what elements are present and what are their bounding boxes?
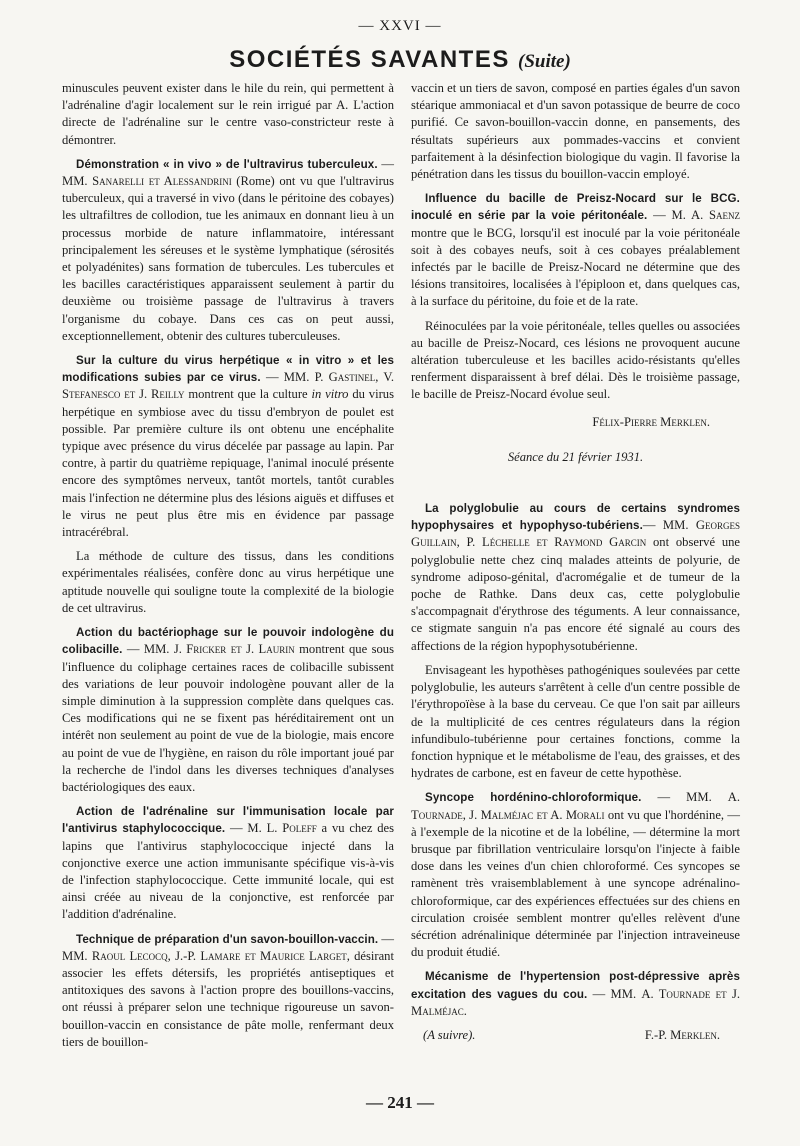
article-title: Sur la culture du virus herpétique « in vitro » et les modifications subies par ce virus. bbox=[62, 354, 394, 385]
article-body: du virus herpétique en symbiose avec du tissu d'embryon de poulet est possible. Par première culture ils ont obtenu une encéphalite typique avec présence du virus décelée par passage au lapin. Par contre, à partir du quatrième repiquage, l'animal inoculé présente encore des symptômes nerveux, tantôt mortels, tantôt curables mais l'infection ne détermine plus des lésions aiguës et diffuses et le virus ne peut plus être mis en évidence par passage intracérébral. bbox=[62, 387, 394, 540]
article-body: ont vu que l'hordénine, — à l'exemple de la nicotine et de la lobéline, — détermine la mort brusque par fibrillation ventriculaire lorsqu'on l'injecte à faible dose dans les veines d'un chien chloroformé. Ces syncopes se ramènent très vraisemblablement à une syncope adrénalino-chloroformique, car des expériences effectuées sur des chiens en circulation croisée semblent montrer qu'elles relèvent d'une sécrétion adrénalinique déterminée par l'injection intraveineuse du produit étudié. bbox=[411, 807, 740, 960]
article-authors: Raoul Lecocq, J.-P. Lamare et Maurice Larget bbox=[91, 948, 347, 963]
article-ultravirus: Démonstration « in vivo » de l'ultravirus tuberculeux. — MM. Sanarelli et Alessandrini (Rome) ont vu que l'ultravirus tuberculeux, qui a traversé in vivo (dans le péritoine des cobayes) les ultrafiltres de collodion, tue les animaux en donnant lieu à un processus morbide de nature inflammatoire, intéressant principalement les séreuses et le système lymphatique (sérosités et polyadénites) sans formation de tubercules. Les tubercules et les bacilles caractéristiques apparaissent seulement à partir du deuxième ou troisième passage de l'ultravirus à travers l'organisme du cobaye. Dans ces cas on peut aussi, exceptionnellement, obtenir des cultures tuberculeuses. bbox=[62, 156, 394, 343]
article-title: Technique de préparation d'un savon-bouillon-vaccin. bbox=[76, 932, 379, 946]
a-suivre: (A suivre). bbox=[423, 1027, 476, 1042]
article-body: montrent que sous l'influence du coliphage certaines races de colibacille subissent des variations de leur pouvoir indologène pouvant aller de la simple diminution à la suppression complète dans quelques cas. Ces modifications qui ne se fixent pas héréditairement ont un intérêt non seulement au point de vue de la biologie, mais encore au point de vue de l'hygiène, en raison du rôle important joué par la recherche de l'indol dans les diverses techniques d'analyses bactériologiques des eaux. bbox=[62, 642, 394, 794]
article-authors: Saenz bbox=[709, 208, 740, 223]
article-authors: Georges Guillain, P. Léchelle et Raymond Garcin bbox=[411, 518, 740, 550]
article-title: Démonstration « in vivo » de l'ultravirus tuberculeux. bbox=[76, 157, 378, 171]
article-preisz-nocard-para2: Réinoculées par la voie péritonéale, telles quelles ou associées au bacille de Preisz-Nocard, ces lésions ne provoquent aucune altération tuberculeuse et les bacilles acido-résistants qu'elles renferment disparaissent à bref délai. Dès le troisième passage, le bacille de Preisz-Nocard évolue seul. bbox=[411, 318, 740, 402]
article-body: , désirant associer les effets détersifs, les propriétés antiseptiques et antitoxiques des savons à l'action propre des bouillons-vaccins, ont réussi à préparer selon une technique rigoureuse un savon-bouillon-vaccin en consistance de pâte molle, renfermant deux tiers de bouillon- bbox=[62, 948, 394, 1049]
article-preisz-nocard: Influence du bacille de Preisz-Nocard sur le BCG. inoculé en série par la voie péritonéale. — M. A. Saenz montre que le BCG, lorsqu'il est inoculé par la voie péritonéale soit à des cobayes neufs, soit à ces cobayes préalablement infectés par le bacille de Preisz-Nocard ne détermine que des lésions transitoires, localisées à l'épiploon et, dans quelques cas, à la surface du péritoine, du foie et de la rate. bbox=[411, 192, 740, 309]
right-continuation: vaccin et un tiers de savon, composé en parties égales d'un savon stéarique ammoniacal et d'un savon potassique de beurre de coco purifié. Ce savon-bouillon-vaccin donne, en pansements, des résultats supérieurs aux pommades-vaccins et convient parfaitement à la désinfection biologique du vagin. Il favorise la pénétration dans les tissus du bouillon-vaccin employé. bbox=[411, 81, 740, 182]
signature-fp-merklen: F.-P. Merklen. bbox=[644, 1027, 720, 1042]
article-body: a vu chez des lapins que l'antivirus staphylococcique injecté dans la conjonctive exerce une action immunisante spécifique vis-à-vis de l'infection staphylococcique. Cette immunité locale, qui est ainsi créée au niveau de la conjonctive, est renforcée par l'addition d'adrénaline. bbox=[62, 821, 394, 922]
article-savon: Technique de préparation d'un savon-bouillon-vaccin. — MM. Raoul Lecocq, J.-P. Lamare et Maurice Larget, désirant associer les effets détersifs, les propriétés antiseptiques et antitoxiques des savons à l'action propre des bouillons-vaccins, ont réussi à préparer selon une technique rigoureuse un savon-bouillon-vaccin en consistance de pâte molle, renfermant deux tiers de bouillon- bbox=[62, 931, 395, 1049]
article-body: (Rome) ont vu que l'ultravirus tuberculeux, qui a traversé in vivo (dans le péritoine des cobayes) les ultrafiltres de collodion, tue les animaux en donnant lieu à un processus morbide de nature inflammatoire, intéressant principalement les séreuses et le système lymphatique (sérosités et polyadénites) sans formation de tubercules. Les tubercules et les bacilles caractéristiques apparaissent seulement à partir du deuxième ou troisième passage de l'ultravirus à travers l'organisme du cobaye. Dans ces cas on peut aussi, exceptionnellement, obtenir des cultures tuberculeuses. bbox=[62, 174, 394, 343]
header-roman-numeral: — XXVI — bbox=[358, 18, 442, 34]
signature-merklen: Félix-Pierre Merklen. bbox=[592, 414, 710, 429]
article-authors: L. Poleff bbox=[266, 821, 317, 836]
article-title: Influence du bacille de Preisz-Nocard sur le BCG. inoculé en série par la voie péritonéale. bbox=[411, 192, 740, 223]
article-herpes-para2: La méthode de culture des tissus, dans les conditions expérimentales réalisées, confère donc au virus herpétique une aptitude nouvelle qui souligne toute la complexité de la biologie de cet ultravirus. bbox=[62, 549, 394, 615]
article-authors: A. Tournade et J. Malméjac. bbox=[411, 986, 740, 1018]
article-herpes: Sur la culture du virus herpétique « in vitro » et les modifications subies par ce virus. — MM. P. Gastinel, V. Stefanesco et J. Reilly montrent que la culture in vitro du virus herpétique en symbiose avec du tissu d'embryon de poulet est possible. Par première culture ils ont obtenu une encéphalite typique avec présence du virus décelée par passage au lapin. Par contre, à partir du quatrième repiquage, l'animal inoculé présente encore des symptômes nerveux, tantôt mortels, tantôt curables mais l'infection ne détermine plus des lésions aiguës et diffuses et le virus ne peut plus être mis en évidence par passage intracérébral. bbox=[62, 354, 394, 540]
article-polyglobulie-para2: Envisageant les hypothèses pathogéniques soulevées par cette polyglobulie, les auteurs s'arrêtent à celle d'un centre possible de l'érythropoïèse à la base du cerveau. Ce que l'on sait par ailleurs de la multiplicité de ces centres régulateurs dans la région infundibulo-tubérienne pour certaines fonctions, comme la fonction hypnique et le métabolisme de l'eau, des graisses, et des hydrates de carbone, est en faveur de cette hypothèse. bbox=[411, 662, 740, 781]
title-suite: (Suite) bbox=[518, 51, 571, 72]
article-syncope: Syncope hordénino-chloroformique. — MM. A. Tournade, J. Malméjac et A. Morali ont vu que l'hordénine, — à l'exemple de la nicotine et de la lobéline, — détermine la mort brusque par fibrillation ventriculaire lorsqu'on l'injecte à faible dose dans les veines d'un chien chloroformé. Ces syncopes se ramènent très vraisemblablement à une syncope adrénalino-chloroformique, car des expériences effectuées sur des chiens en circulation croisée semblent montrer qu'elles relèvent d'une sécrétion adrénalinique déterminée par l'injection intraveineuse du produit étudié. bbox=[411, 790, 740, 960]
page-number: — 241 — bbox=[366, 1093, 434, 1112]
article-bacteriophage: Action du bactériophage sur le pouvoir indologène du colibacille. — MM. J. Fricker et J. Laurin montrent que sous l'influence du coliphage certaines races de colibacille subissent des variations de leur pouvoir indologène pouvant aller de la simple diminution à la suppression complète dans quelques cas. Ces modifications qui ne se fixent pas héréditairement ont un intérêt non seulement au point de vue de la biologie, mais encore au point de vue de l'hygiène, en raison du rôle important joué par la recherche de l'indol dans les diverses techniques d'analyses bactériologiques des eaux. bbox=[62, 626, 394, 794]
article-title: Syncope hordénino-chloroformique. bbox=[425, 791, 642, 805]
article-authors: A. Tournade, J. Malméjac et A. Morali bbox=[411, 790, 740, 822]
article-authors: Sanarelli et Alessandrini bbox=[92, 174, 232, 189]
title-text: SOCIÉTÉS SAVANTES bbox=[229, 46, 510, 73]
final-line bbox=[423, 1027, 720, 1044]
article-title: La polyglobulie au cours de certains syndromes hypophysaires et hypophyso-tubériens. bbox=[411, 502, 740, 533]
article-body: montre que le BCG, lorsqu'il est inoculé par la voie péritonéale soit à des cobayes neufs, soit à ces cobayes préalablement infectés par le bacille de Preisz-Nocard ne détermine que des lésions transitoires, localisées à l'épiploon et, dans quelques cas, à la surface du péritoine, du foie et de la rate. bbox=[411, 225, 740, 309]
right-column bbox=[411, 80, 740, 1044]
session-heading: Séance du 21 février 1931. bbox=[507, 449, 644, 464]
article-authors: P. Gastinel, V. Stefanesco et J. Reilly bbox=[62, 370, 394, 402]
left-intro: minuscules peuvent exister dans le hile du rein, qui permettent à l'adrénaline d'agir localement sur le rein irrigué par A. L'action directe de l'adrénaline sur le centre vaso-constricteur reste à démontrer. bbox=[62, 81, 394, 147]
article-body: ont observé une polyglobulie nette chez cinq malades atteints de polyurie, de syndrome adiposo-génital, d'acromégalie et de tumeur de la poche de Rathke. Dans deux cas, cette polyglobulie s'accompagnait d'érythrose des téguments. A leur connaissance, ce stigmate sanguin n'a pas encore été signalé au cours des affections de la région hypophysotubérienne. bbox=[411, 535, 741, 653]
page-title bbox=[0, 46, 800, 74]
left-column bbox=[62, 80, 394, 1058]
article-title: Action du bactériophage sur le pouvoir indologène du colibacille. bbox=[62, 626, 394, 657]
article-hypertension: Mécanisme de l'hypertension post-dépressive après excitation des vagues du cou. — MM. A. Tournade et J. Malméjac. bbox=[411, 970, 740, 1018]
article-polyglobulie: La polyglobulie au cours de certains syndromes hypophysaires et hypophyso-tubériens.— MM. Georges Guillain, P. Léchelle et Raymond Garcin ont observé une polyglobulie nette chez cinq malades atteints de polyurie, de syndrome adiposo-génital, d'acromégalie et de tumeur de la poche de Rathke. Dans deux cas, cette polyglobulie s'accompagnait d'érythrose des téguments. A leur connaissance, ce stigmate sanguin n'a pas encore été signalé au cours des affections de la région hypophysotubérienne. bbox=[411, 502, 741, 653]
article-title: Action de l'adrénaline sur l'immunisation locale par l'antivirus staphylococcique. bbox=[62, 805, 394, 836]
article-title: Mécanisme de l'hypertension post-dépressive après excitation des vagues du cou. bbox=[411, 970, 740, 1001]
article-adrenaline: Action de l'adrénaline sur l'immunisation locale par l'antivirus staphylococcique. — M. L. Poleff a vu chez des lapins que l'antivirus staphylococcique injecté dans la conjonctive exerce une action immunisante spécifique vis-à-vis de l'infection staphylococcique. Cette immunité locale, qui est ainsi créée au niveau de la conjonctive, est renforcée par l'addition d'adrénaline. bbox=[62, 805, 394, 922]
article-authors: J. Fricker et J. Laurin bbox=[173, 642, 295, 657]
